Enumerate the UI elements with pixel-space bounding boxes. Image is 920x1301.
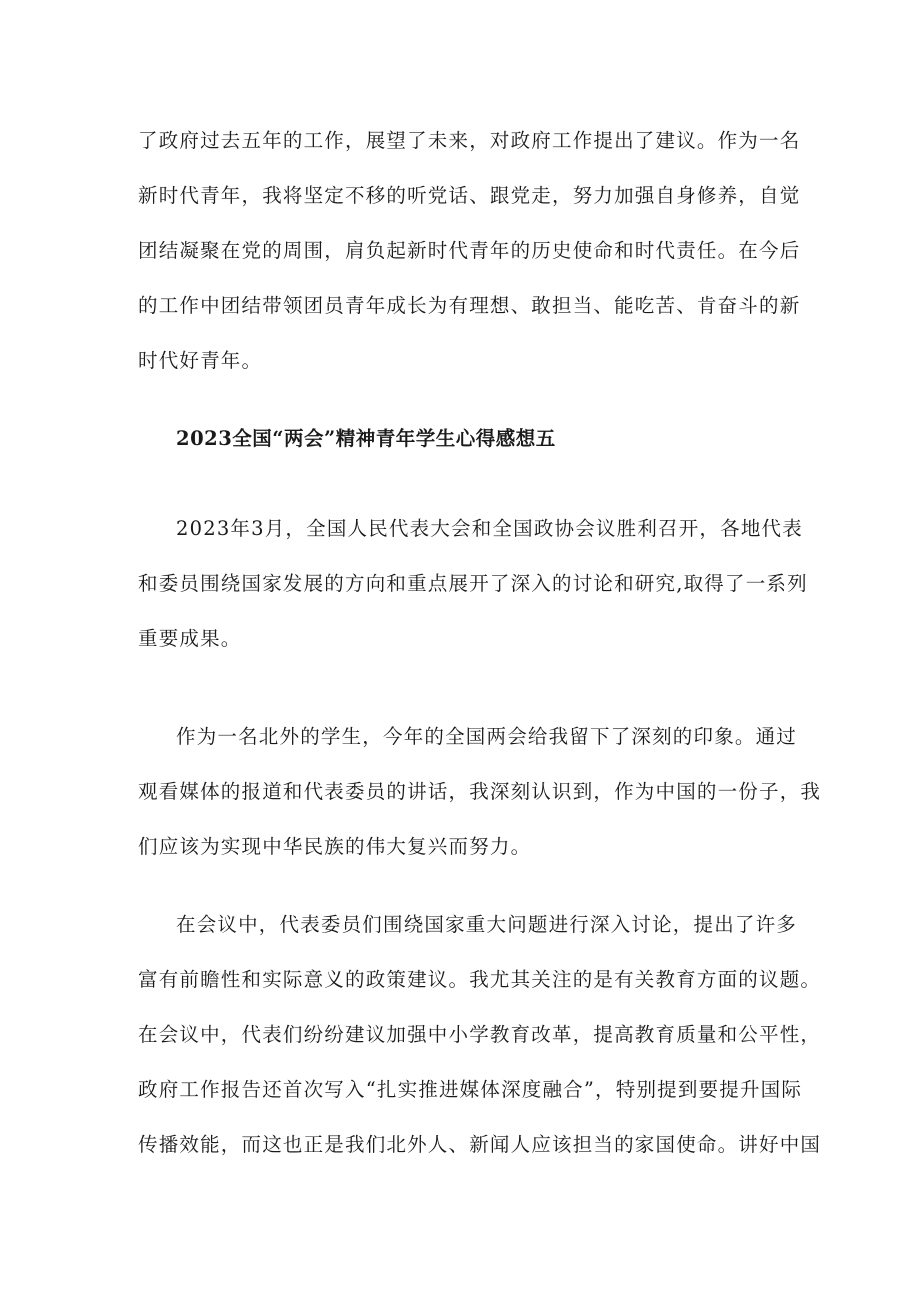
paragraph-line: 观看媒体的报道和代表委员的讲话，我深刻认识到，作为中国的一份子，我 xyxy=(138,780,822,803)
paragraph-line: 们应该为实现中华民族的伟大复兴而努力。 xyxy=(138,835,532,858)
paragraph-line: 作为一名北外的学生，今年的全国两会给我留下了深刻的印象。通过 xyxy=(176,725,798,748)
paragraph-line: 的工作中团结带领团员青年成长为有理想、敢担当、能吃苦、肯奋斗的新 xyxy=(138,294,801,317)
paragraph-line: 时代好青年。 xyxy=(138,349,263,372)
paragraph-line: 政府工作报告还首次写入“扎实推进媒体深度融合”，特别提到要提升国际 xyxy=(138,1078,803,1101)
paragraph-line: 和委员围绕国家发展的方向和重点展开了深入的讨论和研究,取得了一系列 xyxy=(138,572,808,595)
section-title: 2023全国“两会”精神青年学生心得感想五 xyxy=(176,427,556,450)
paragraph-line: 团结凝聚在党的周围，肩负起新时代青年的历史使命和时代责任。在今后 xyxy=(138,239,801,262)
paragraph-line: 传播效能，而这也正是我们北外人、新闻人应该担当的家国使命。讲好中国 xyxy=(138,1133,822,1156)
paragraph-line: 在会议中，代表委员们围绕国家重大问题进行深入讨论，提出了许多 xyxy=(176,913,798,936)
paragraph-line: 重要成果。 xyxy=(138,627,242,650)
paragraph-line: 在会议中，代表们纷纷建议加强中小学教育改革，提高教育质量和公平性， xyxy=(138,1023,822,1046)
paragraph-line: 2023年3月，全国人民代表大会和全国政协会议胜利召开，各地代表 xyxy=(176,517,803,540)
paragraph-line: 富有前瞻性和实际意义的政策建议。我尤其关注的是有关教育方面的议题。 xyxy=(138,968,822,991)
paragraph-line: 了政府过去五年的工作，展望了未来，对政府工作提出了建议。作为一名 xyxy=(138,129,801,152)
paragraph-line: 新时代青年，我将坚定不移的听党话、跟党走，努力加强自身修养，自觉 xyxy=(138,184,801,207)
